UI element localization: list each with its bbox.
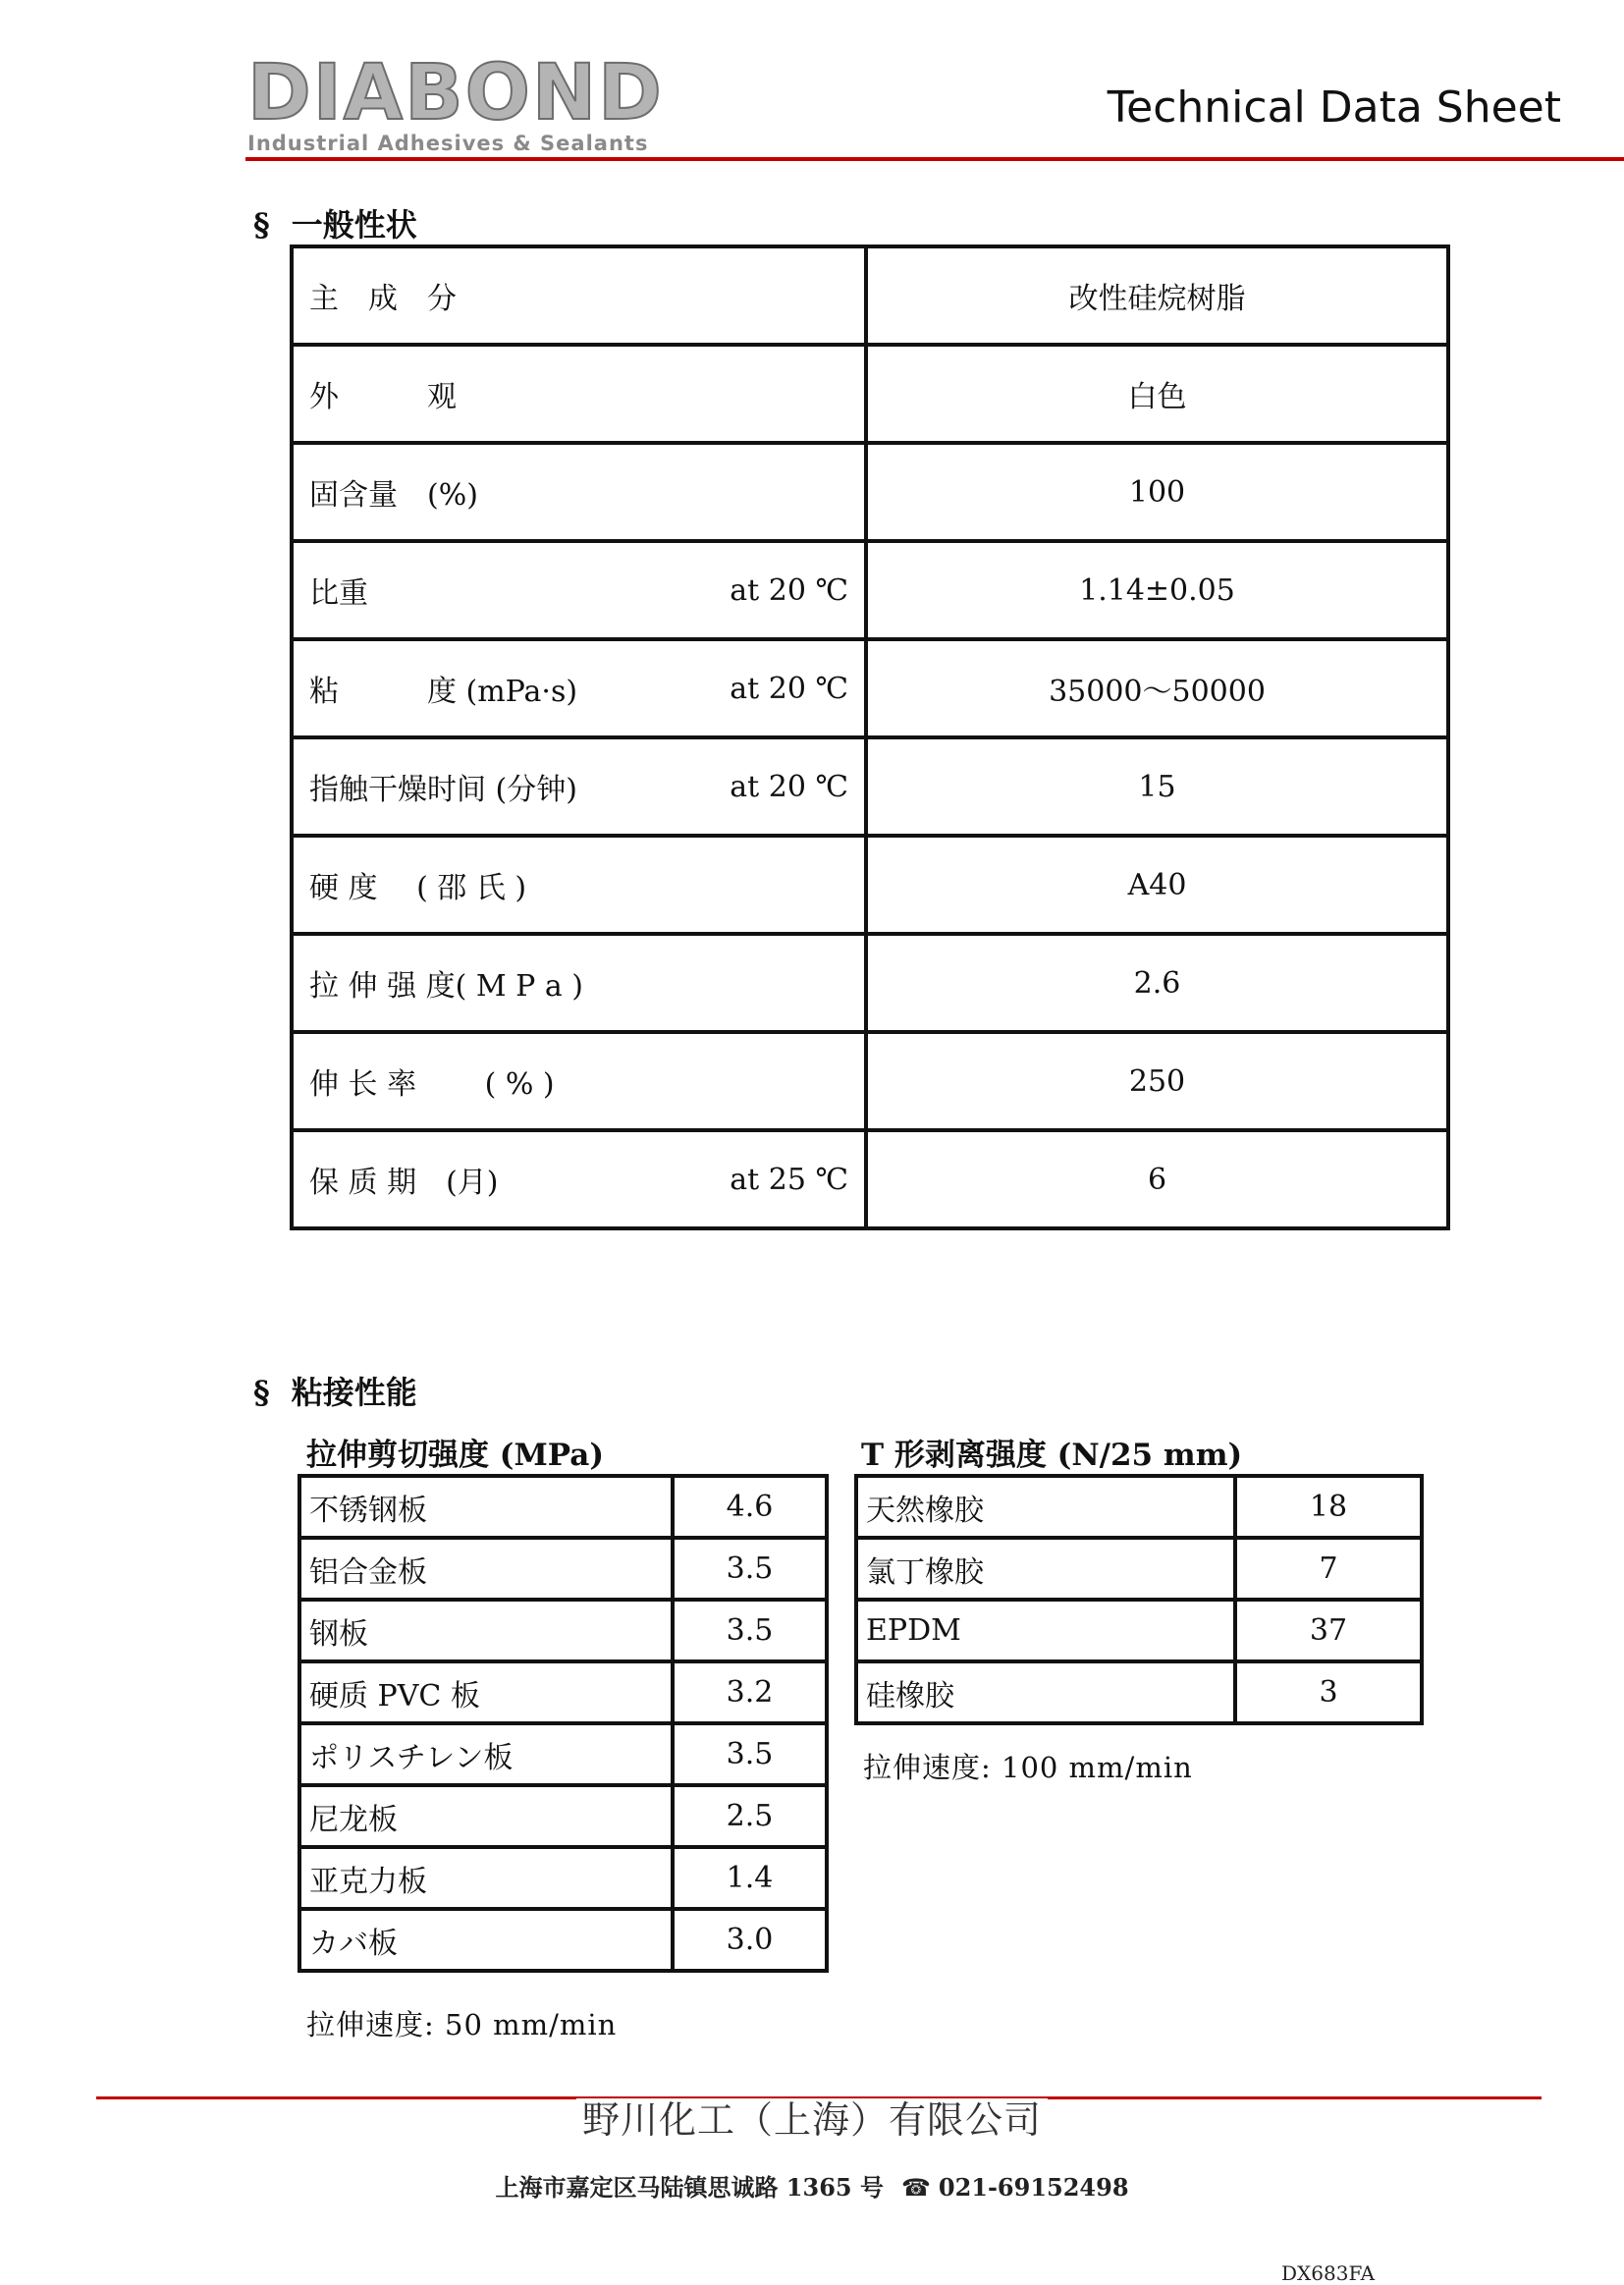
table-row bbox=[856, 1538, 1422, 1600]
section-title: 一般性状 bbox=[291, 206, 417, 244]
table-row bbox=[856, 1600, 1422, 1661]
section-mark: § bbox=[253, 206, 270, 244]
peel-strength-table bbox=[854, 1474, 1424, 1725]
logo-tagline: Industrial Adhesives & Sealants bbox=[247, 132, 649, 155]
material-cell: ポリスチレン板 bbox=[299, 1723, 673, 1785]
table-row bbox=[292, 541, 1448, 639]
property-label: 保 质 期 (月) bbox=[309, 1166, 499, 1200]
peel-table-title: T 形剥离强度 (N/25 mm) bbox=[861, 1438, 1243, 1473]
property-condition: at 20 ℃ bbox=[730, 671, 848, 706]
document-code: DX683FA bbox=[1281, 2261, 1376, 2285]
value-cell: 3.5 bbox=[673, 1600, 827, 1661]
company-name-text: 野川化工（上海）有限公司 bbox=[576, 2098, 1048, 2142]
table-row bbox=[299, 1847, 827, 1909]
property-value: 改性硅烷树脂 bbox=[866, 246, 1448, 345]
value-cell: 3 bbox=[1235, 1661, 1422, 1723]
property-condition: at 25 ℃ bbox=[730, 1162, 848, 1197]
company-logo bbox=[247, 49, 729, 155]
value-cell: 18 bbox=[1235, 1476, 1422, 1538]
shear-table-title: 拉伸剪切强度 (MPa) bbox=[306, 1438, 605, 1473]
section-mark: § bbox=[253, 1374, 270, 1411]
table-row bbox=[292, 345, 1448, 443]
table-row bbox=[292, 443, 1448, 541]
section-adhesion-heading bbox=[253, 1368, 417, 1413]
general-properties-table bbox=[290, 245, 1450, 1230]
logo-wordmark: DIABOND bbox=[247, 49, 664, 137]
property-label: 固含量 (%) bbox=[309, 478, 478, 513]
table-row bbox=[292, 246, 1448, 345]
value-cell: 2.5 bbox=[673, 1785, 827, 1847]
material-cell: 铝合金板 bbox=[299, 1538, 673, 1600]
material-cell: 天然橡胶 bbox=[856, 1476, 1235, 1538]
table-row bbox=[299, 1661, 827, 1723]
property-label: 主 成 分 bbox=[309, 282, 457, 316]
header-divider bbox=[245, 157, 1624, 161]
table-row bbox=[299, 1785, 827, 1847]
property-value: A40 bbox=[866, 836, 1448, 934]
table-row bbox=[299, 1538, 827, 1600]
material-cell: 尼龙板 bbox=[299, 1785, 673, 1847]
property-value: 15 bbox=[866, 737, 1448, 836]
value-cell: 3.5 bbox=[673, 1538, 827, 1600]
table-row bbox=[292, 737, 1448, 836]
property-value: 6 bbox=[866, 1130, 1448, 1228]
property-condition: at 20 ℃ bbox=[730, 769, 848, 804]
property-label: 比重 bbox=[309, 576, 368, 611]
material-cell: 氯丁橡胶 bbox=[856, 1538, 1235, 1600]
table-row bbox=[856, 1476, 1422, 1538]
property-label: 外 观 bbox=[309, 380, 457, 414]
material-cell: 不锈钢板 bbox=[299, 1476, 673, 1538]
peel-test-speed-note: 拉伸速度: 100 mm/min bbox=[863, 1751, 1193, 1784]
value-cell: 3.5 bbox=[673, 1723, 827, 1785]
company-phone: 021-69152498 bbox=[938, 2173, 1129, 2202]
telephone-icon: ☎ bbox=[900, 2174, 931, 2202]
property-value: 100 bbox=[866, 443, 1448, 541]
table-row bbox=[292, 836, 1448, 934]
table-row bbox=[292, 1130, 1448, 1228]
section-title: 粘接性能 bbox=[291, 1374, 417, 1411]
material-cell: EPDM bbox=[856, 1600, 1235, 1661]
property-condition: at 20 ℃ bbox=[730, 572, 848, 608]
property-value: 35000～50000 bbox=[866, 639, 1448, 737]
value-cell: 3.2 bbox=[673, 1661, 827, 1723]
table-row bbox=[299, 1476, 827, 1538]
material-cell: 亚克力板 bbox=[299, 1847, 673, 1909]
material-cell: 硅橡胶 bbox=[856, 1661, 1235, 1723]
table-row bbox=[299, 1723, 827, 1785]
company-address: 上海市嘉定区马陆镇思诚路 1365 号 bbox=[495, 2173, 884, 2202]
property-value: 1.14±0.05 bbox=[866, 541, 1448, 639]
value-cell: 37 bbox=[1235, 1600, 1422, 1661]
material-cell: カバ板 bbox=[299, 1909, 673, 1971]
shear-strength-table bbox=[298, 1474, 829, 1973]
value-cell: 3.0 bbox=[673, 1909, 827, 1971]
table-row bbox=[292, 934, 1448, 1032]
footer-company-name bbox=[0, 2090, 1624, 2144]
document-title: Technical Data Sheet bbox=[1107, 82, 1561, 133]
material-cell: 钢板 bbox=[299, 1600, 673, 1661]
table-row bbox=[856, 1661, 1422, 1723]
property-label: 伸 长 率 ( % ) bbox=[309, 1067, 555, 1102]
shear-test-speed-note: 拉伸速度: 50 mm/min bbox=[306, 2008, 618, 2041]
property-label: 硬 度 ( 邵 氏 ) bbox=[309, 871, 527, 905]
value-cell: 7 bbox=[1235, 1538, 1422, 1600]
property-value: 250 bbox=[866, 1032, 1448, 1130]
property-label: 粘 度 (mPa·s) bbox=[309, 675, 578, 709]
value-cell: 1.4 bbox=[673, 1847, 827, 1909]
property-label: 指触干燥时间 (分钟) bbox=[309, 773, 577, 807]
property-label: 拉 伸 强 度( M P a ) bbox=[309, 969, 583, 1004]
table-row bbox=[299, 1909, 827, 1971]
footer-contact bbox=[0, 2168, 1624, 2203]
value-cell: 4.6 bbox=[673, 1476, 827, 1538]
table-row bbox=[292, 639, 1448, 737]
section-general-heading bbox=[253, 200, 417, 245]
material-cell: 硬质 PVC 板 bbox=[299, 1661, 673, 1723]
property-value: 2.6 bbox=[866, 934, 1448, 1032]
table-row bbox=[292, 1032, 1448, 1130]
table-row bbox=[299, 1600, 827, 1661]
property-value: 白色 bbox=[866, 345, 1448, 443]
